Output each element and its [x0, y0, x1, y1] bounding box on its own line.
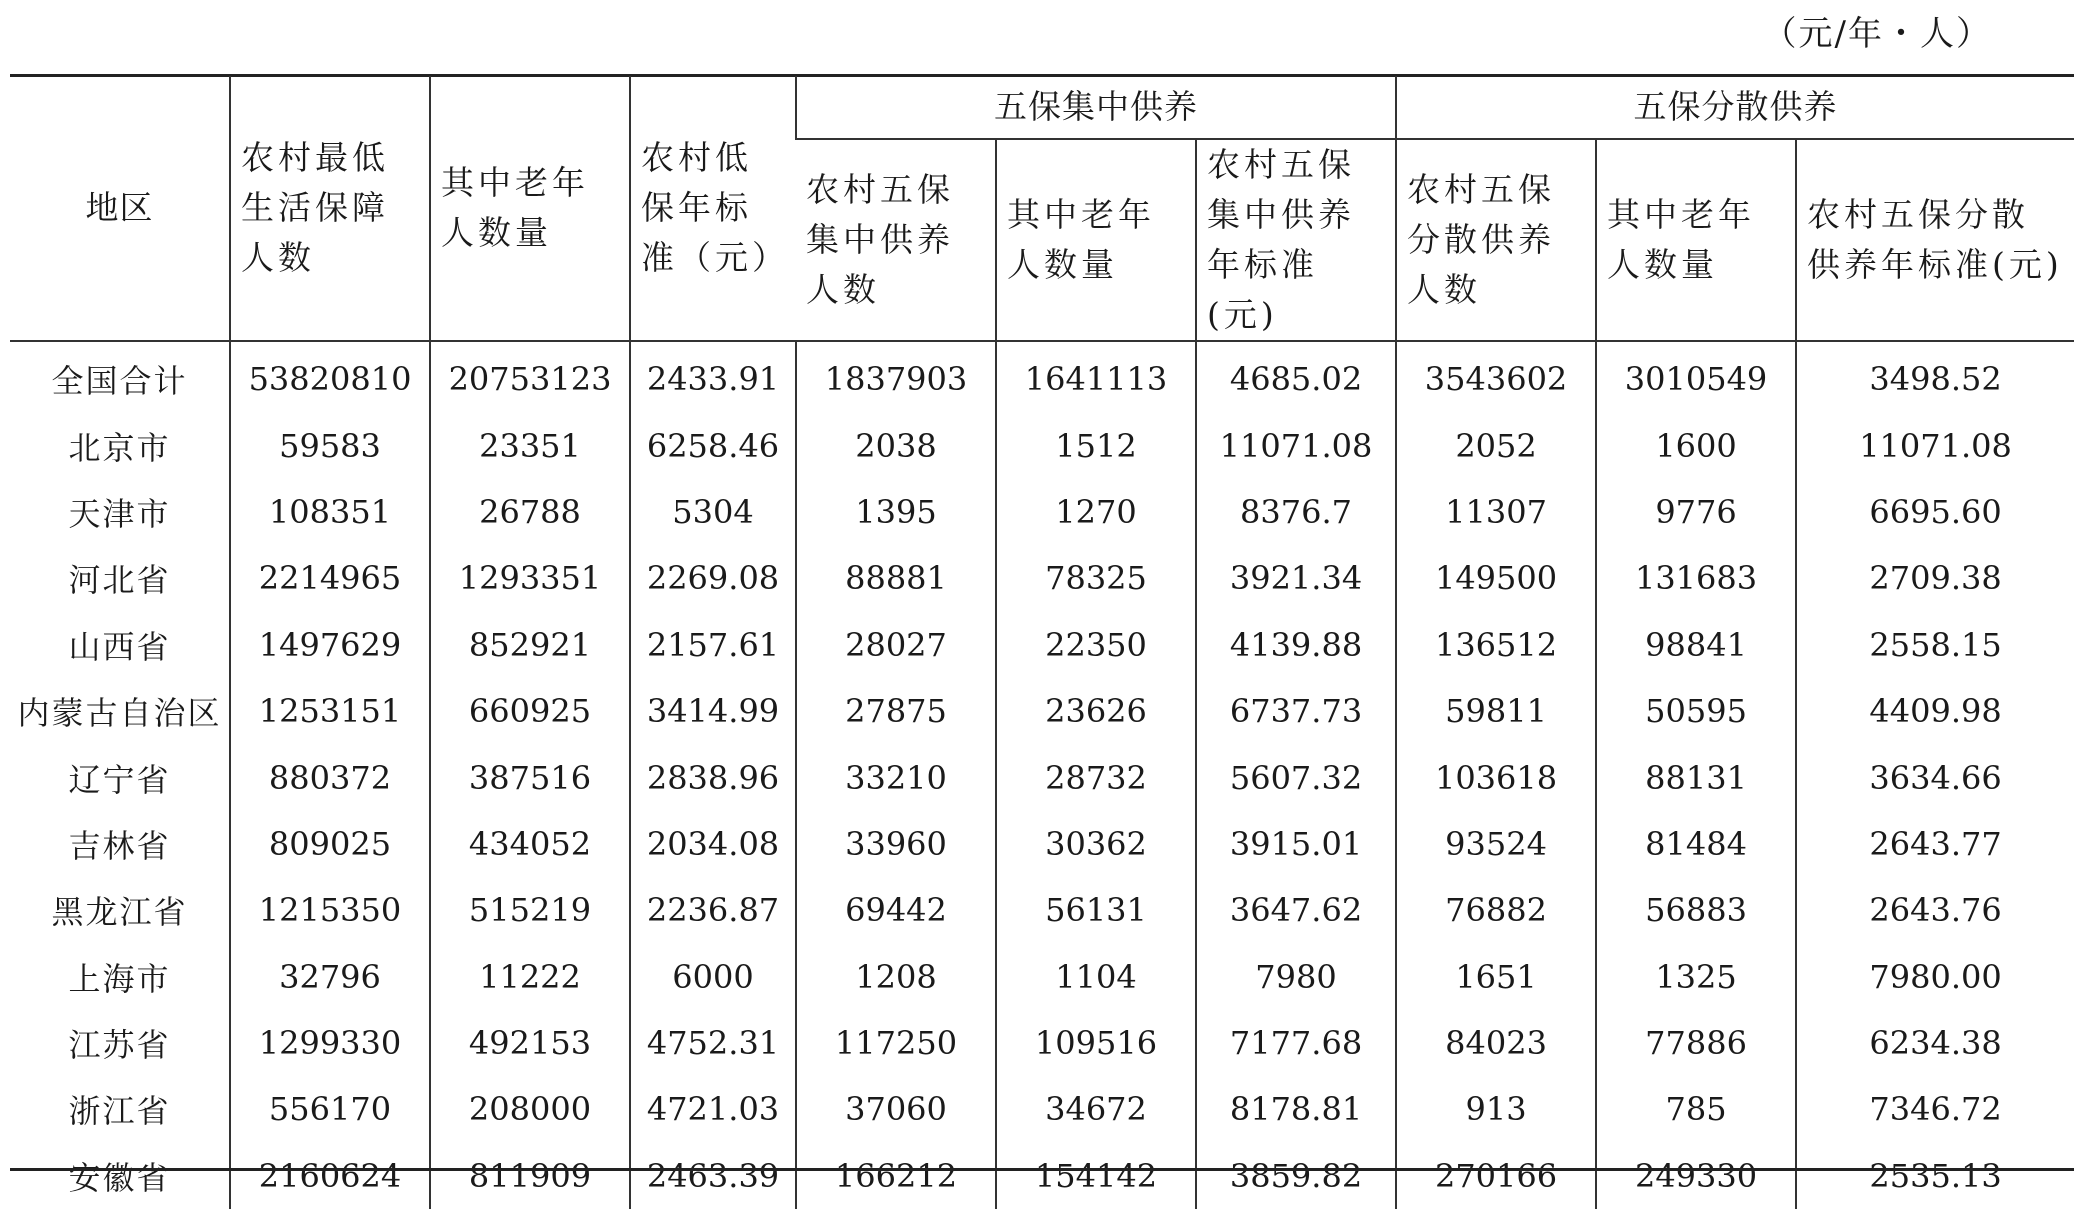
cell-value: 1641113: [996, 341, 1196, 412]
cell-value: 785: [1596, 1076, 1796, 1142]
cell-value: 11071.08: [1196, 412, 1396, 478]
cell-value: 11307: [1396, 479, 1596, 545]
cell-value: 78325: [996, 545, 1196, 611]
cell-value: 88881: [796, 545, 996, 611]
cell-value: 154142: [996, 1143, 1196, 1209]
cell-value: 98841: [1596, 612, 1796, 678]
table-row: [10, 1010, 2074, 1076]
header-centralized-count: 农村五保集中供养人数: [796, 139, 996, 341]
cell-value: 4752.31: [630, 1010, 796, 1076]
cell-value: 11222: [430, 944, 630, 1010]
cell-value: 3921.34: [1196, 545, 1396, 611]
cell-value: 3634.66: [1796, 744, 2074, 810]
cell-value: 9776: [1596, 479, 1796, 545]
cell-value: 515219: [430, 877, 630, 943]
cell-value: 2160624: [230, 1143, 430, 1209]
cell-region: 全国合计: [51, 362, 188, 401]
cell-value: 2643.77: [1796, 811, 2074, 877]
cell-value: 8178.81: [1196, 1076, 1396, 1142]
cell-value: 3647.62: [1196, 877, 1396, 943]
cell-value: 33210: [796, 744, 996, 810]
cell-value: 3498.52: [1796, 341, 2074, 412]
cell-value: 59811: [1396, 678, 1596, 744]
table-row: [10, 811, 2074, 877]
cell-value: 1651: [1396, 944, 1596, 1010]
cell-value: 7177.68: [1196, 1010, 1396, 1076]
header-dispersed-elderly: 其中老年人数量: [1596, 139, 1796, 341]
cell-value: 3915.01: [1196, 811, 1396, 877]
cell-value: 2643.76: [1796, 877, 2074, 943]
bottom-rule: [10, 1168, 2074, 1171]
header-rural-min-standard: 农村低保年标准（元）: [630, 76, 796, 341]
cell-value: 117250: [796, 1010, 996, 1076]
cell-value: 1208: [796, 944, 996, 1010]
cell-value: 2535.13: [1796, 1143, 2074, 1209]
header-group-centralized: 五保集中供养: [796, 76, 1396, 139]
cell-value: 88131: [1596, 744, 1796, 810]
cell-value: 1270: [996, 479, 1196, 545]
cell-value: 660925: [430, 678, 630, 744]
table-row: [10, 612, 2074, 678]
cell-value: 108351: [230, 479, 430, 545]
table-row: [10, 944, 2074, 1010]
cell-value: 249330: [1596, 1143, 1796, 1209]
cell-value: 149500: [1396, 545, 1596, 611]
cell-value: 2269.08: [630, 545, 796, 611]
cell-value: 2038: [796, 412, 996, 478]
cell-value: 1837903: [796, 341, 996, 412]
cell-value: 56131: [996, 877, 1196, 943]
unit-label: （元/年・人）: [1762, 14, 1992, 54]
cell-value: 1293351: [430, 545, 630, 611]
cell-value: 4685.02: [1196, 341, 1396, 412]
cell-region: 内蒙古自治区: [17, 694, 222, 733]
cell-value: 1104: [996, 944, 1196, 1010]
header-centralized-elderly: 其中老年人数量: [996, 139, 1196, 341]
cell-value: 2558.15: [1796, 612, 2074, 678]
cell-value: 7346.72: [1796, 1076, 2074, 1142]
cell-region: 浙江省: [68, 1092, 171, 1131]
cell-region: 北京市: [68, 428, 171, 467]
cell-value: 2463.39: [630, 1143, 796, 1209]
cell-value: 93524: [1396, 811, 1596, 877]
cell-value: 136512: [1396, 612, 1596, 678]
cell-value: 913: [1396, 1076, 1596, 1142]
cell-value: 50595: [1596, 678, 1796, 744]
cell-value: 3859.82: [1196, 1143, 1396, 1209]
cell-value: 7980: [1196, 944, 1396, 1010]
cell-value: 556170: [230, 1076, 430, 1142]
cell-region: 山西省: [68, 627, 171, 666]
cell-value: 76882: [1396, 877, 1596, 943]
table-row: [10, 1076, 2074, 1142]
cell-value: 1299330: [230, 1010, 430, 1076]
cell-region: 河北省: [68, 561, 171, 600]
cell-value: 69442: [796, 877, 996, 943]
header-dispersed-count: 农村五保分散供养人数: [1396, 139, 1596, 341]
cell-region: 黑龙江省: [51, 893, 188, 932]
table-row: [10, 1143, 2074, 1209]
table-row: [10, 744, 2074, 810]
cell-value: 5304: [630, 479, 796, 545]
cell-value: 32796: [230, 944, 430, 1010]
cell-value: 11071.08: [1796, 412, 2074, 478]
table-row: [10, 877, 2074, 943]
cell-value: 208000: [430, 1076, 630, 1142]
cell-value: 23351: [430, 412, 630, 478]
cell-value: 1395: [796, 479, 996, 545]
cell-region: 辽宁省: [68, 760, 171, 799]
cell-value: 84023: [1396, 1010, 1596, 1076]
cell-value: 4139.88: [1196, 612, 1396, 678]
cell-value: 1512: [996, 412, 1196, 478]
cell-value: 2157.61: [630, 612, 796, 678]
cell-value: 37060: [796, 1076, 996, 1142]
cell-value: 30362: [996, 811, 1196, 877]
cell-value: 1253151: [230, 678, 430, 744]
cell-value: 2052: [1396, 412, 1596, 478]
cell-value: 2433.91: [630, 341, 796, 412]
header-rural-min-living-count: 农村最低生活保障人数: [230, 76, 430, 341]
cell-value: 131683: [1596, 545, 1796, 611]
cell-value: 2709.38: [1796, 545, 2074, 611]
cell-value: 270166: [1396, 1143, 1596, 1209]
cell-value: 809025: [230, 811, 430, 877]
cell-value: 3543602: [1396, 341, 1596, 412]
header-dispersed-standard: 农村五保分散供养年标准(元): [1796, 139, 2074, 341]
cell-value: 6258.46: [630, 412, 796, 478]
cell-value: 8376.7: [1196, 479, 1396, 545]
cell-value: 1600: [1596, 412, 1796, 478]
table-row: [10, 678, 2074, 744]
cell-value: 27875: [796, 678, 996, 744]
cell-value: 1497629: [230, 612, 430, 678]
cell-value: 26788: [430, 479, 630, 545]
cell-value: 7980.00: [1796, 944, 2074, 1010]
cell-value: 434052: [430, 811, 630, 877]
cell-value: 53820810: [230, 341, 430, 412]
table-body: [10, 341, 2074, 1209]
cell-value: 387516: [430, 744, 630, 810]
cell-value: 492153: [430, 1010, 630, 1076]
cell-value: 2034.08: [630, 811, 796, 877]
cell-value: 20753123: [430, 341, 630, 412]
table-row: [10, 341, 2074, 412]
cell-value: 811909: [430, 1143, 630, 1209]
cell-value: 3010549: [1596, 341, 1796, 412]
cell-region: 天津市: [68, 494, 171, 533]
cell-value: 6737.73: [1196, 678, 1396, 744]
cell-value: 852921: [430, 612, 630, 678]
header-centralized-standard: 农村五保集中供养年标准(元): [1196, 139, 1396, 341]
cell-value: 59583: [230, 412, 430, 478]
table-row: [10, 479, 2074, 545]
cell-value: 3414.99: [630, 678, 796, 744]
header-region: 地区: [10, 76, 230, 341]
cell-region: 安徽省: [68, 1158, 171, 1197]
table-header: [10, 76, 2074, 341]
cell-value: 34672: [996, 1076, 1196, 1142]
cell-value: 33960: [796, 811, 996, 877]
cell-value: 4721.03: [630, 1076, 796, 1142]
cell-value: 109516: [996, 1010, 1196, 1076]
cell-value: 6695.60: [1796, 479, 2074, 545]
cell-region: 江苏省: [68, 1026, 171, 1065]
cell-value: 880372: [230, 744, 430, 810]
cell-value: 5607.32: [1196, 744, 1396, 810]
header-group-dispersed: 五保分散供养: [1396, 76, 2074, 139]
cell-value: 1215350: [230, 877, 430, 943]
cell-value: 4409.98: [1796, 678, 2074, 744]
cell-value: 6234.38: [1796, 1010, 2074, 1076]
cell-value: 22350: [996, 612, 1196, 678]
cell-value: 2236.87: [630, 877, 796, 943]
cell-value: 28027: [796, 612, 996, 678]
cell-value: 81484: [1596, 811, 1796, 877]
cell-value: 56883: [1596, 877, 1796, 943]
cell-value: 28732: [996, 744, 1196, 810]
cell-value: 23626: [996, 678, 1196, 744]
cell-value: 1325: [1596, 944, 1796, 1010]
cell-value: 2214965: [230, 545, 430, 611]
table-row: [10, 412, 2074, 478]
data-table: [10, 76, 2074, 1209]
cell-value: 166212: [796, 1143, 996, 1209]
cell-value: 6000: [630, 944, 796, 1010]
cell-value: 2838.96: [630, 744, 796, 810]
cell-region: 吉林省: [68, 826, 171, 865]
cell-value: 77886: [1596, 1010, 1796, 1076]
table-row: [10, 545, 2074, 611]
cell-region: 上海市: [68, 959, 171, 998]
header-elderly-count: 其中老年人数量: [430, 76, 630, 341]
cell-value: 103618: [1396, 744, 1596, 810]
